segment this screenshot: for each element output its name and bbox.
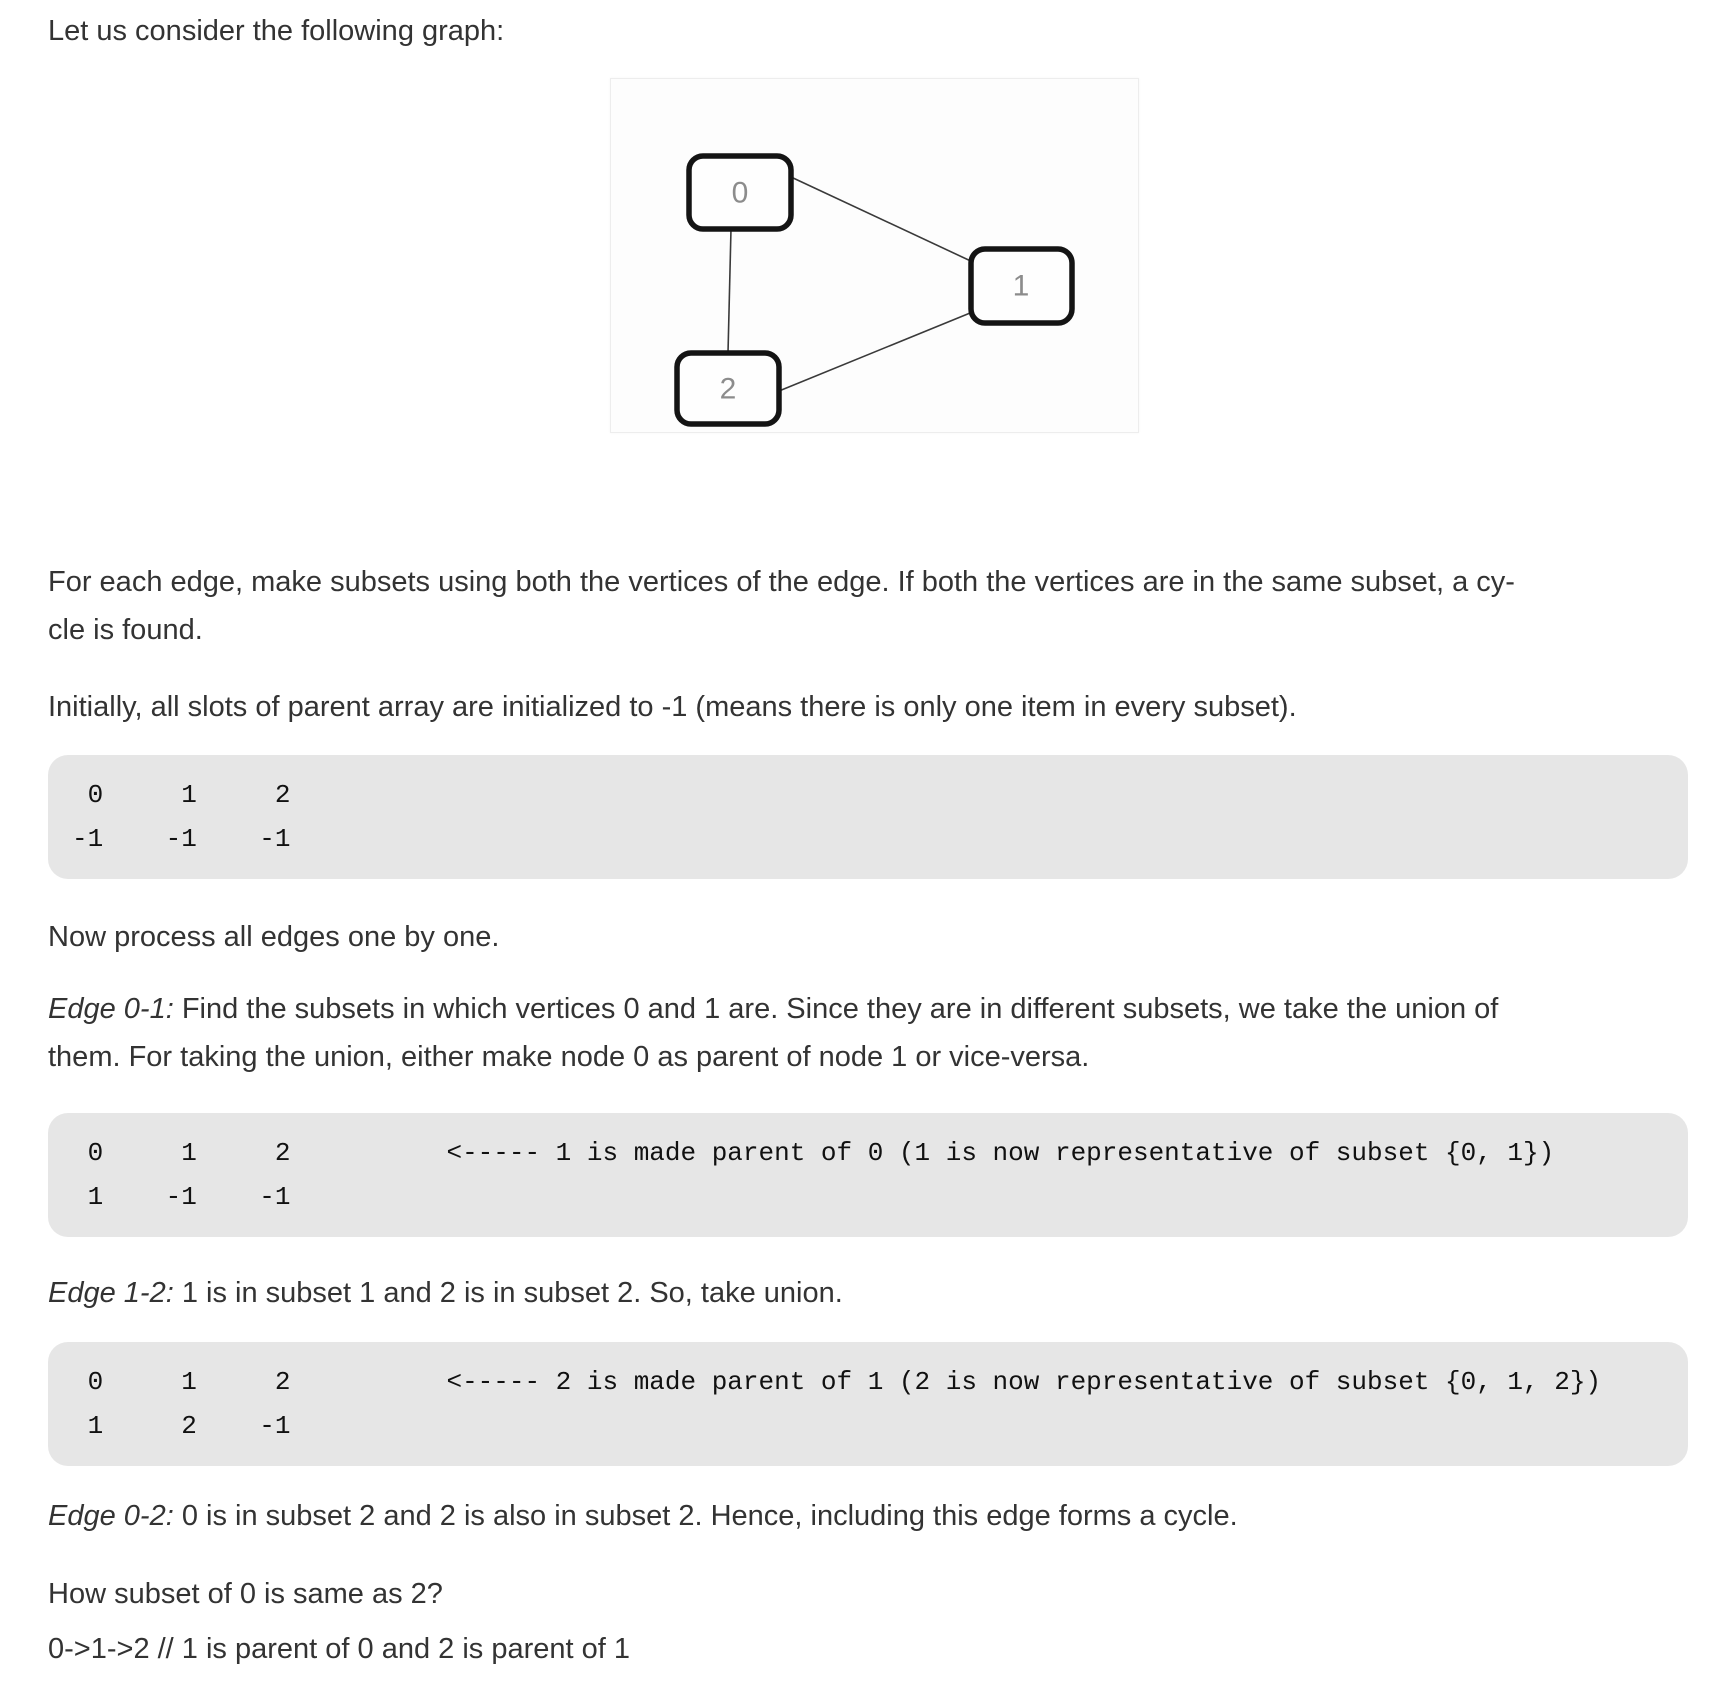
- edge-0-1-text-line-2: them. For taking the union, either make node 0 as parent of node 1 or vice-versa.: [48, 1041, 1090, 1073]
- edge-0-1-label: Edge 0-1:: [48, 993, 174, 1025]
- graph-edge-0-1: [791, 177, 975, 263]
- code-line-parents: -1 -1 -1: [72, 824, 291, 854]
- union-rule-line-1: For each edge, make subsets using both the vertices of the edge. If both the vertices are in the same subset, a cy-: [48, 566, 1515, 598]
- paragraph-edge-0-2: [48, 1492, 1688, 1540]
- paragraph-process-edges: Now process all edges one by one.: [48, 921, 500, 953]
- code-line-indices: 0 1 2 <----- 2 is made parent of 1 (2 is now representative of subset {0, 1, 2}): [72, 1367, 1602, 1397]
- code-line-indices: 0 1 2: [72, 780, 291, 810]
- paragraph-edge-0-1: [48, 985, 1688, 1081]
- edge-0-2-text: 0 is in subset 2 and 2 is also in subset 2. Hence, including this edge forms a cycle.: [181, 1500, 1238, 1532]
- edge-0-1-text-line-1: Find the subsets in which vertices 0 and 1 are. Since they are in different subsets, we take the union of: [181, 993, 1499, 1025]
- code-line-indices: 0 1 2 <----- 1 is made parent of 0 (1 is now representative of subset {0, 1}): [72, 1138, 1555, 1168]
- edge-0-2-label: Edge 0-2:: [48, 1500, 174, 1532]
- intro-paragraph: Let us consider the following graph:: [48, 15, 505, 47]
- code-block-initial-array: [48, 755, 1688, 879]
- paragraph-how-subset-question: How subset of 0 is same as 2?: [48, 1578, 443, 1610]
- paragraph-edge-1-2: [48, 1269, 1688, 1317]
- edge-1-2-text: 1 is in subset 1 and 2 is in subset 2. So, take union.: [181, 1277, 843, 1309]
- code-line-parents: 1 2 -1: [72, 1411, 291, 1441]
- code-block-edge-0-1: [48, 1113, 1688, 1237]
- paragraph-union-rule: [48, 558, 1688, 654]
- graph-svg: [611, 79, 1138, 432]
- graph-edge-0-2: [728, 229, 731, 353]
- node-2-label: 2: [719, 372, 737, 406]
- graph-edge-2-1: [779, 311, 975, 391]
- code-line-parents: 1 -1 -1: [72, 1182, 291, 1212]
- edge-1-2-label: Edge 1-2:: [48, 1277, 174, 1309]
- article-page: [0, 10, 1736, 1696]
- union-rule-line-2: cle is found.: [48, 614, 203, 646]
- graph-figure: [610, 78, 1139, 433]
- node-1-label: 1: [1012, 269, 1030, 303]
- code-block-edge-1-2: [48, 1342, 1688, 1466]
- paragraph-initial-parents: Initially, all slots of parent array are initialized to -1 (means there is only one item in every subset).: [48, 691, 1297, 723]
- paragraph-parent-chain: 0->1->2 // 1 is parent of 0 and 2 is parent of 1: [48, 1633, 630, 1665]
- node-0-label: 0: [731, 176, 749, 210]
